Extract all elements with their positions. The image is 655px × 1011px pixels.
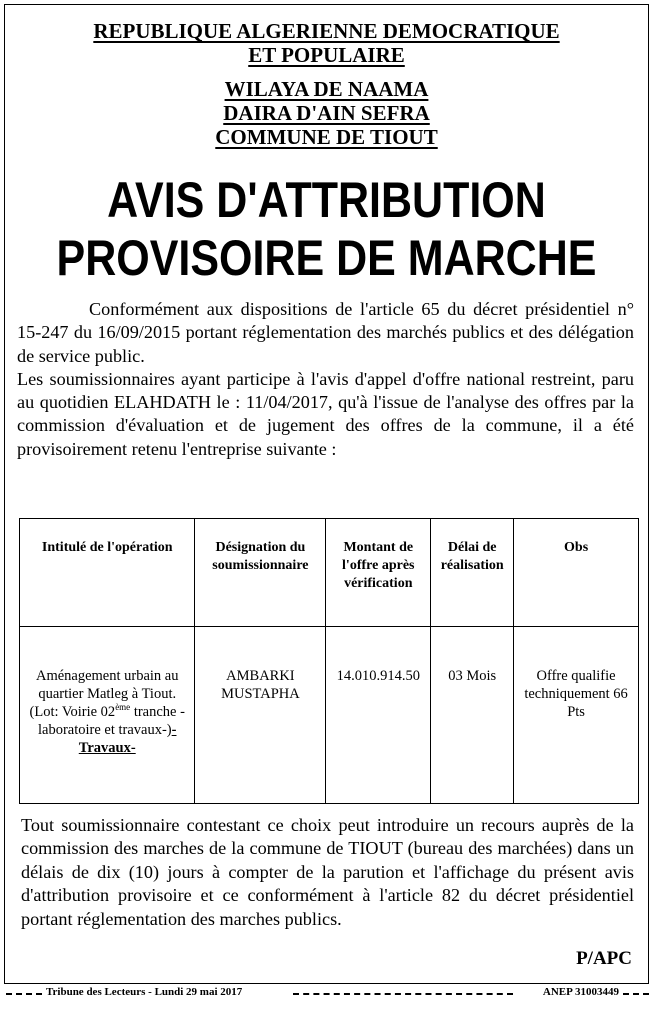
cell-operation [20, 627, 195, 804]
intro-paragraph-1: Conformément aux dispositions de l'article 65 du décret présidentiel n° 15-247 du 16/09/2015 portant réglementation des marchés publics et des délégation de service public. [17, 299, 634, 366]
col-header-obs: Obs [514, 519, 639, 627]
col-header-delai: Délai de réalisation [431, 519, 514, 627]
table-header-row [20, 519, 639, 627]
footer [0, 984, 655, 1006]
header-block [5, 19, 648, 149]
cell-montant: 14.010.914.50 [326, 627, 431, 804]
header-wilaya: WILAYA DE NAAMA [224, 77, 429, 101]
intro-text [17, 298, 634, 461]
footer-anep-reference: ANEP 31003449 [542, 986, 619, 998]
operation-superscript: ème [115, 702, 131, 713]
title-line1: AVIS D'ATTRIBUTION [107, 172, 546, 228]
intro-paragraph-2: Les soumissionnaires ayant participe à l'avis d'appel d'offre national restreint, paru au quotidien ELAHDATH le : 11/04/2017, qu'à l'issue de l'analyse des offres par la commission d'évaluation et de jugement des offres de la commune, il a été provisoirement retenu l'entreprise suivante : [17, 368, 634, 459]
cell-soumissionnaire: AMBARKI MUSTAPHA [195, 627, 326, 804]
operation-type: -Travaux- [78, 722, 177, 756]
operation-text-2: tranche -laboratoire et travaux-) [37, 704, 185, 738]
footer-publication: Tribune des Lecteurs - Lundi 29 mai 2017 [46, 986, 243, 998]
header-daira: DAIRA D'AIN SEFRA [223, 101, 430, 125]
footer-rule-left [6, 993, 42, 995]
closing-text [21, 814, 634, 931]
cell-delai: 03 Mois [431, 627, 514, 804]
header-republic-line2: ET POPULAIRE [248, 43, 405, 67]
signature: P/APC [576, 948, 632, 969]
header-republic-line1: REPUBLIQUE ALGERIENNE DEMOCRATIQUE [93, 19, 560, 43]
col-header-montant: Montant de l'offre après vérification [326, 519, 431, 627]
attribution-table [19, 518, 639, 804]
col-header-soumissionnaire: Désignation du soumissionnaire [195, 519, 326, 627]
closing-paragraph: Tout soumissionnaire contestant ce choix peut introduire un recours auprès de la commission des marches de la commune de TIOUT (bureau des marchées) dans un délais de dix (10) jours à compter de la parution et l'affichage du présent avis d'attribution provisoire et ce conformément à l'article 82 du décret présidentiel portant réglementation des marches publics. [21, 815, 634, 929]
table-row [20, 627, 639, 804]
header-commune: COMMUNE DE TIOUT [215, 125, 438, 149]
footer-rule-right [623, 993, 649, 995]
notice-frame [4, 4, 649, 984]
operation-text: Aménagement urbain au quartier Matleg à Tiout. (Lot: Voirie 02 [29, 668, 179, 720]
title-line2: PROVISOIRE DE MARCHE [56, 230, 597, 286]
page-title [50, 171, 603, 287]
footer-rule-middle [293, 993, 513, 995]
col-header-operation: Intitulé de l'opération [20, 519, 195, 627]
cell-obs: Offre qualifie techniquement 66 Pts [514, 627, 639, 804]
